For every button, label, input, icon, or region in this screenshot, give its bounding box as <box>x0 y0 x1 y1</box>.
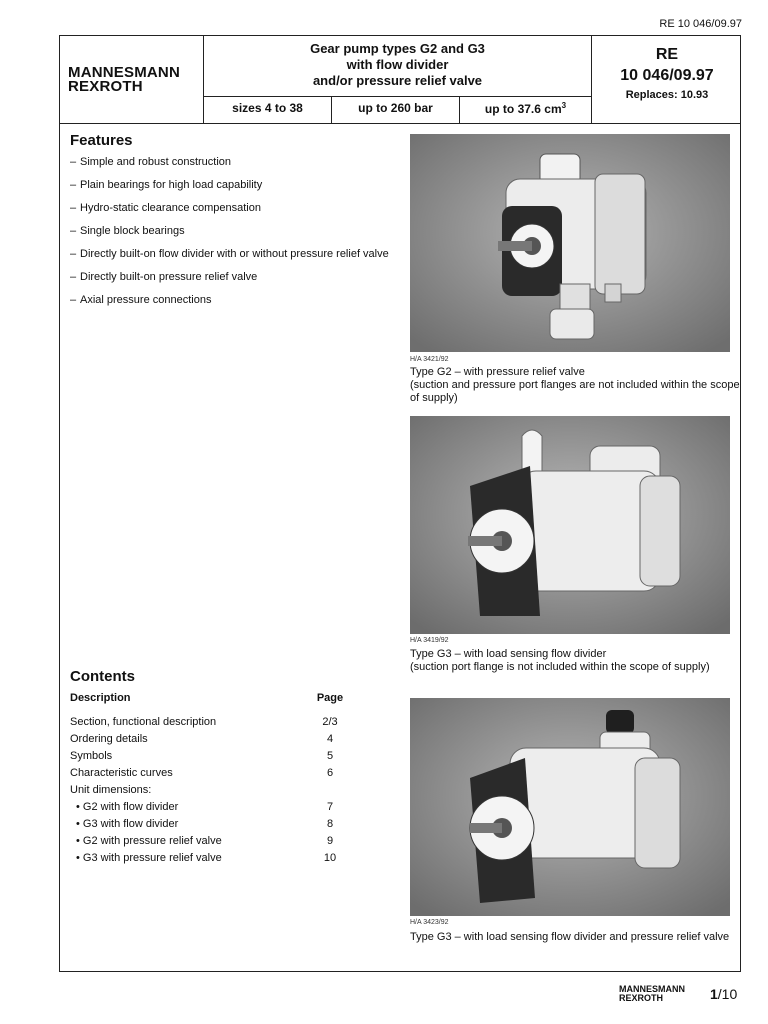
contents-row: Characteristic curves 6 <box>70 767 334 779</box>
contents-row: Section, functional description 2/3 <box>70 716 338 728</box>
photo-reference: H/A 3419/92 <box>410 637 449 644</box>
photo-caption: Type G3 – with load sensing flow divider (suction port flange is not included within the scope of supply) <box>410 648 710 673</box>
contents-row: • G3 with flow divider 8 <box>76 818 334 830</box>
features-list <box>70 156 390 317</box>
feature-item: – Directly built-on flow divider with or without pressure relief valve <box>70 248 389 260</box>
contents-row: Symbols 5 <box>70 750 334 762</box>
feature-item: – Simple and robust construction <box>70 156 232 168</box>
header-block <box>60 36 740 124</box>
photo-reference: H/A 3423/92 <box>410 919 449 926</box>
document-reference: RE 10 046/09.97 <box>659 18 742 30</box>
contents-row: • G3 with pressure relief valve 10 <box>76 852 337 864</box>
features-heading: Features <box>70 132 133 149</box>
document-title: Gear pump types G2 and G3 with flow divider and/or pressure relief valve <box>310 41 485 88</box>
spec-sizes: sizes 4 to 38 <box>204 97 332 124</box>
footer-logo: MANNESMANN REXROTH <box>619 984 685 1003</box>
photo-caption: Type G3 – with load sensing flow divider and pressure relief valve <box>410 931 730 943</box>
feature-item: – Hydro-static clearance compensation <box>70 202 261 214</box>
photo-g2-pressure-relief-valve <box>410 134 730 352</box>
re-number: 10 046/09.97 <box>620 67 714 84</box>
page-number: 1/10 <box>710 986 738 1002</box>
contents-row: • G2 with pressure relief valve 9 <box>76 835 334 847</box>
logo-line-2: REXROTH <box>68 78 143 95</box>
spec-pressure: up to 260 bar <box>332 97 460 124</box>
re-box <box>591 36 742 124</box>
company-logo <box>60 36 204 124</box>
contents-table <box>70 692 350 867</box>
photo-caption: Type G2 – with pressure relief valve (suction and pressure port flanges are not included within the scope of supply) <box>410 366 740 404</box>
contents-row: Unit dimensions: <box>70 784 152 796</box>
photo-g3-flow-divider <box>410 416 730 634</box>
feature-item: – Plain bearings for high load capability <box>70 179 263 191</box>
contents-header-row: Description Page <box>70 692 344 704</box>
spec-volume: up to 37.6 $cm^3$ <box>484 101 567 116</box>
contents-row: • G2 with flow divider 7 <box>76 801 334 813</box>
page-frame <box>59 35 741 972</box>
logo-line-1: MANNESMANN <box>68 64 180 81</box>
contents-row: Ordering details 4 <box>70 733 334 745</box>
re-label: RE <box>655 46 679 63</box>
feature-item: – Directly built-on pressure relief valve <box>70 271 258 283</box>
feature-item: – Axial pressure connections <box>70 294 212 306</box>
spec-row <box>204 96 591 124</box>
photo-g3-flow-divider-pressure-relief <box>410 698 730 916</box>
photo-reference: H/A 3421/92 <box>410 356 449 363</box>
replaces-note: Replaces: 10.93 <box>625 89 709 101</box>
feature-item: – Single block bearings <box>70 225 185 237</box>
contents-heading: Contents <box>70 668 135 685</box>
